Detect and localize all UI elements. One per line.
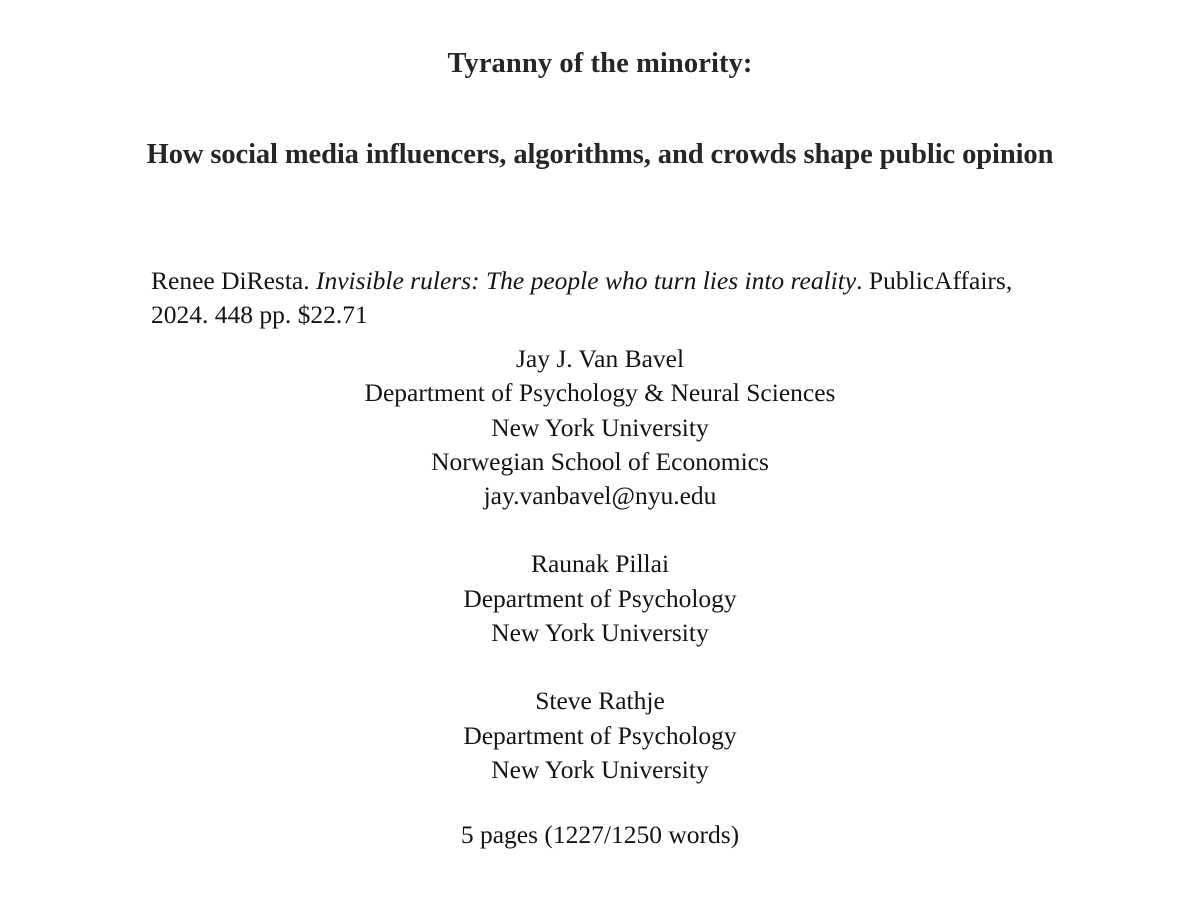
author-block [0,684,1200,787]
page-subtitle: How social media influencers, algorithms, and crowds shape public opinion [146,138,1054,170]
page-title: Tyranny of the minority: [447,48,753,79]
citation-publication-details: . PublicAffairs, 2024. 448 pp. $22.71 [151,265,1013,330]
author-affiliation: Norwegian School of Economics [431,446,769,476]
author-block [0,342,1200,513]
author-name: Steve Rathje [535,686,665,716]
author-affiliation: Department of Psychology [463,583,737,613]
author-affiliation: New York University [491,412,709,442]
author-affiliation: Department of Psychology & Neural Sciences [364,378,836,408]
author-affiliation: New York University [491,754,709,784]
author-block [0,547,1200,650]
author-list [0,342,1200,787]
page-count-note: 5 pages (1227/1250 words) [460,820,740,849]
citation-author: Renee DiResta. [151,265,316,295]
author-affiliation: New York University [491,618,709,648]
author-name: Raunak Pillai [530,549,670,579]
author-name: Jay J. Van Bavel [515,344,685,373]
citation-book-title: Invisible rulers: The people who turn lies into reality [316,265,857,295]
book-citation [151,264,1069,333]
author-email[interactable]: jay.vanbavel@nyu.edu [483,481,717,511]
author-affiliation: Department of Psychology [463,720,737,750]
title-block [0,48,1200,172]
